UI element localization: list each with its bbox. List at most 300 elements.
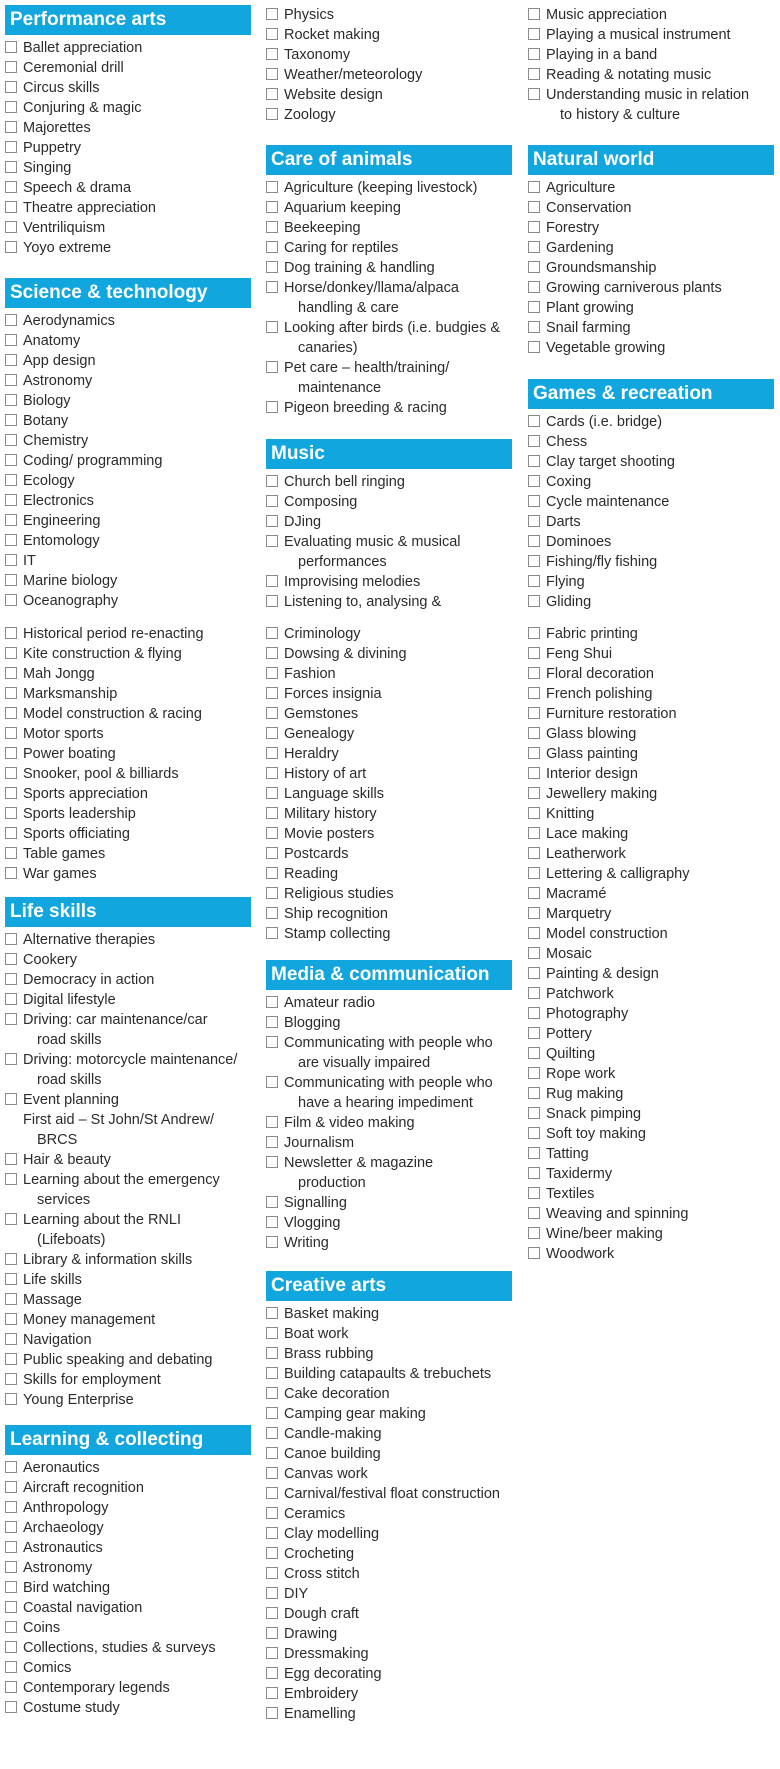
checkbox[interactable]	[528, 575, 540, 587]
checkbox[interactable]	[5, 1273, 17, 1285]
checklist-item[interactable]	[5, 764, 251, 784]
checkbox[interactable]	[266, 108, 278, 120]
checklist-item[interactable]	[266, 1073, 512, 1093]
checkbox[interactable]	[266, 401, 278, 413]
checkbox[interactable]	[5, 687, 17, 699]
checklist-item[interactable]	[528, 452, 774, 472]
checklist-item[interactable]	[5, 1518, 251, 1538]
checkbox[interactable]	[266, 707, 278, 719]
checklist-item[interactable]	[5, 371, 251, 391]
checklist-item[interactable]	[266, 1684, 512, 1704]
checklist-item[interactable]	[5, 411, 251, 431]
checklist-item[interactable]	[5, 1110, 251, 1130]
checkbox[interactable]	[5, 1621, 17, 1633]
checkbox[interactable]	[5, 973, 17, 985]
checkbox[interactable]	[528, 48, 540, 60]
checklist-item[interactable]	[5, 591, 251, 611]
checklist-item[interactable]	[266, 1233, 512, 1253]
checkbox[interactable]	[266, 1116, 278, 1128]
checklist-item[interactable]	[266, 684, 512, 704]
checklist-item[interactable]	[528, 904, 774, 924]
checkbox[interactable]	[5, 374, 17, 386]
checkbox[interactable]	[266, 807, 278, 819]
checkbox[interactable]	[5, 181, 17, 193]
checkbox[interactable]	[266, 181, 278, 193]
checkbox[interactable]	[5, 1681, 17, 1693]
checklist-item[interactable]	[266, 1604, 512, 1624]
checklist-item[interactable]	[528, 318, 774, 338]
checklist-item[interactable]	[528, 412, 774, 432]
checklist-item[interactable]	[5, 1050, 251, 1070]
checklist-item[interactable]	[5, 1330, 251, 1350]
checklist-item[interactable]	[528, 1204, 774, 1224]
checklist-item[interactable]	[5, 624, 251, 644]
checkbox[interactable]	[266, 1407, 278, 1419]
checklist-item[interactable]	[266, 398, 512, 418]
checkbox[interactable]	[528, 1007, 540, 1019]
checklist-item[interactable]	[266, 218, 512, 238]
checklist-item[interactable]	[5, 238, 251, 258]
checklist-item[interactable]	[266, 1444, 512, 1464]
checkbox[interactable]	[528, 221, 540, 233]
checkbox[interactable]	[266, 887, 278, 899]
checkbox[interactable]	[5, 1313, 17, 1325]
checkbox[interactable]	[528, 727, 540, 739]
checklist-item[interactable]	[266, 824, 512, 844]
checkbox[interactable]	[528, 1247, 540, 1259]
checkbox[interactable]	[266, 1156, 278, 1168]
checkbox[interactable]	[266, 1547, 278, 1559]
checklist-item[interactable]	[266, 5, 512, 25]
checklist-item[interactable]	[5, 1478, 251, 1498]
checkbox[interactable]	[5, 574, 17, 586]
checklist-item[interactable]	[266, 1193, 512, 1213]
checklist-item[interactable]	[528, 472, 774, 492]
checkbox[interactable]	[528, 847, 540, 859]
checkbox[interactable]	[5, 1173, 17, 1185]
checkbox[interactable]	[266, 261, 278, 273]
checklist-item[interactable]	[266, 1113, 512, 1133]
checklist-item[interactable]	[5, 1170, 251, 1190]
checkbox[interactable]	[266, 595, 278, 607]
checkbox[interactable]	[5, 241, 17, 253]
checklist-item[interactable]	[266, 744, 512, 764]
checkbox[interactable]	[266, 68, 278, 80]
checkbox[interactable]	[528, 28, 540, 40]
checklist-item[interactable]	[5, 1210, 251, 1230]
checklist-item[interactable]	[5, 78, 251, 98]
checklist-item[interactable]	[528, 198, 774, 218]
checkbox[interactable]	[528, 181, 540, 193]
checklist-item[interactable]	[5, 1598, 251, 1618]
checkbox[interactable]	[266, 241, 278, 253]
checklist-item[interactable]	[5, 1290, 251, 1310]
checklist-item[interactable]	[5, 38, 251, 58]
checklist-item[interactable]	[266, 644, 512, 664]
checkbox[interactable]	[5, 1373, 17, 1385]
checkbox[interactable]	[528, 321, 540, 333]
checkbox[interactable]	[266, 1427, 278, 1439]
checklist-item[interactable]	[5, 1458, 251, 1478]
checkbox[interactable]	[266, 1667, 278, 1679]
checklist-item[interactable]	[528, 764, 774, 784]
checklist-item[interactable]	[266, 532, 512, 552]
checkbox[interactable]	[5, 141, 17, 153]
checkbox[interactable]	[5, 747, 17, 759]
checklist-item[interactable]	[528, 784, 774, 804]
checklist-item[interactable]	[528, 432, 774, 452]
checkbox[interactable]	[266, 827, 278, 839]
checkbox[interactable]	[266, 1016, 278, 1028]
checkbox[interactable]	[528, 787, 540, 799]
checkbox[interactable]	[266, 361, 278, 373]
checkbox[interactable]	[266, 1567, 278, 1579]
checklist-item[interactable]	[5, 930, 251, 950]
checkbox[interactable]	[266, 867, 278, 879]
checkbox[interactable]	[5, 1461, 17, 1473]
checkbox[interactable]	[5, 314, 17, 326]
checkbox[interactable]	[266, 1707, 278, 1719]
checklist-item[interactable]	[5, 311, 251, 331]
checkbox[interactable]	[5, 1701, 17, 1713]
checkbox[interactable]	[266, 1527, 278, 1539]
checklist-item[interactable]	[528, 964, 774, 984]
checkbox[interactable]	[5, 707, 17, 719]
checklist-item[interactable]	[5, 824, 251, 844]
checklist-item[interactable]	[5, 511, 251, 531]
checklist-item[interactable]	[5, 331, 251, 351]
checklist-item[interactable]	[528, 218, 774, 238]
checklist-item[interactable]	[528, 1084, 774, 1104]
checklist-item[interactable]	[528, 1124, 774, 1144]
checklist-item[interactable]	[5, 1310, 251, 1330]
checklist-item[interactable]	[5, 531, 251, 551]
checkbox[interactable]	[5, 1561, 17, 1573]
checklist-item[interactable]	[266, 592, 512, 612]
checklist-item[interactable]	[5, 1678, 251, 1698]
checklist-item[interactable]	[528, 704, 774, 724]
checkbox[interactable]	[266, 201, 278, 213]
checkbox[interactable]	[266, 907, 278, 919]
checkbox[interactable]	[5, 1541, 17, 1553]
checkbox[interactable]	[266, 687, 278, 699]
checkbox[interactable]	[266, 727, 278, 739]
checklist-item[interactable]	[5, 431, 251, 451]
checkbox[interactable]	[528, 747, 540, 759]
checkbox[interactable]	[266, 1327, 278, 1339]
checkbox[interactable]	[266, 1347, 278, 1359]
checklist-item[interactable]	[266, 492, 512, 512]
checkbox[interactable]	[266, 535, 278, 547]
checkbox[interactable]	[5, 647, 17, 659]
checklist-item[interactable]	[5, 784, 251, 804]
checklist-item[interactable]	[5, 950, 251, 970]
checklist-item[interactable]	[528, 492, 774, 512]
checklist-item[interactable]	[266, 1133, 512, 1153]
checklist-item[interactable]	[266, 358, 512, 378]
checkbox[interactable]	[5, 494, 17, 506]
checkbox[interactable]	[266, 1136, 278, 1148]
checklist-item[interactable]	[528, 684, 774, 704]
checkbox[interactable]	[528, 1147, 540, 1159]
checklist-item[interactable]	[5, 551, 251, 571]
checkbox[interactable]	[266, 927, 278, 939]
checkbox[interactable]	[5, 1093, 17, 1105]
checklist-item[interactable]	[5, 491, 251, 511]
checklist-item[interactable]	[528, 338, 774, 358]
checklist-item[interactable]	[5, 178, 251, 198]
checkbox[interactable]	[5, 121, 17, 133]
checkbox[interactable]	[5, 1393, 17, 1405]
checklist-item[interactable]	[5, 1698, 251, 1718]
checkbox[interactable]	[528, 1107, 540, 1119]
checklist-item[interactable]	[528, 552, 774, 572]
checkbox[interactable]	[5, 787, 17, 799]
checklist-item[interactable]	[5, 98, 251, 118]
checklist-item[interactable]	[266, 764, 512, 784]
checklist-item[interactable]	[266, 1344, 512, 1364]
checklist-item[interactable]	[266, 1153, 512, 1173]
checklist-item[interactable]	[528, 1024, 774, 1044]
checklist-item[interactable]	[528, 644, 774, 664]
checkbox[interactable]	[266, 48, 278, 60]
checkbox[interactable]	[5, 101, 17, 113]
checkbox[interactable]	[266, 1487, 278, 1499]
checkbox[interactable]	[266, 1367, 278, 1379]
checklist-item[interactable]	[5, 218, 251, 238]
checkbox[interactable]	[528, 535, 540, 547]
checklist-item[interactable]	[528, 25, 774, 45]
checklist-item[interactable]	[266, 1504, 512, 1524]
checklist-item[interactable]	[266, 704, 512, 724]
checklist-item[interactable]	[5, 1090, 251, 1110]
checklist-item[interactable]	[266, 1624, 512, 1644]
checklist-item[interactable]	[266, 1213, 512, 1233]
checkbox[interactable]	[528, 1027, 540, 1039]
checklist-item[interactable]	[5, 664, 251, 684]
checkbox[interactable]	[5, 41, 17, 53]
checkbox[interactable]	[5, 1581, 17, 1593]
checkbox[interactable]	[5, 514, 17, 526]
checkbox[interactable]	[266, 1076, 278, 1088]
checkbox[interactable]	[528, 595, 540, 607]
checklist-item[interactable]	[266, 884, 512, 904]
checklist-item[interactable]	[266, 318, 512, 338]
checkbox[interactable]	[266, 28, 278, 40]
checkbox[interactable]	[5, 1641, 17, 1653]
checklist-item[interactable]	[5, 471, 251, 491]
checklist-item[interactable]	[5, 804, 251, 824]
checklist-item[interactable]	[528, 65, 774, 85]
checkbox[interactable]	[528, 767, 540, 779]
checklist-item[interactable]	[528, 85, 774, 105]
checklist-item[interactable]	[528, 298, 774, 318]
checklist-item[interactable]	[5, 58, 251, 78]
checklist-item[interactable]	[5, 704, 251, 724]
checklist-item[interactable]	[266, 1033, 512, 1053]
checkbox[interactable]	[5, 1601, 17, 1613]
checklist-item[interactable]	[5, 1558, 251, 1578]
checklist-item[interactable]	[528, 984, 774, 1004]
checklist-item[interactable]	[5, 864, 251, 884]
checkbox[interactable]	[266, 1236, 278, 1248]
checklist-item[interactable]	[266, 1464, 512, 1484]
checkbox[interactable]	[5, 474, 17, 486]
checkbox[interactable]	[528, 281, 540, 293]
checklist-item[interactable]	[528, 824, 774, 844]
checkbox[interactable]	[266, 747, 278, 759]
checkbox[interactable]	[5, 1293, 17, 1305]
checkbox[interactable]	[528, 827, 540, 839]
checkbox[interactable]	[5, 334, 17, 346]
checklist-item[interactable]	[266, 724, 512, 744]
checklist-item[interactable]	[528, 744, 774, 764]
checkbox[interactable]	[528, 1207, 540, 1219]
checklist-item[interactable]	[266, 784, 512, 804]
checklist-item[interactable]	[528, 1164, 774, 1184]
checkbox[interactable]	[5, 953, 17, 965]
checkbox[interactable]	[5, 534, 17, 546]
checkbox[interactable]	[5, 993, 17, 1005]
checkbox[interactable]	[266, 1447, 278, 1459]
checkbox[interactable]	[528, 495, 540, 507]
checklist-item[interactable]	[5, 1618, 251, 1638]
checklist-item[interactable]	[528, 1104, 774, 1124]
checklist-item[interactable]	[266, 1364, 512, 1384]
checklist-item[interactable]	[528, 724, 774, 744]
checklist-item[interactable]	[266, 844, 512, 864]
checkbox[interactable]	[266, 1387, 278, 1399]
checkbox[interactable]	[528, 1227, 540, 1239]
checklist-item[interactable]	[266, 472, 512, 492]
checkbox[interactable]	[528, 515, 540, 527]
checklist-item[interactable]	[5, 724, 251, 744]
checklist-item[interactable]	[5, 1010, 251, 1030]
checkbox[interactable]	[5, 414, 17, 426]
checklist-item[interactable]	[266, 1384, 512, 1404]
checkbox[interactable]	[5, 554, 17, 566]
checkbox[interactable]	[266, 88, 278, 100]
checkbox[interactable]	[528, 435, 540, 447]
checkbox[interactable]	[266, 475, 278, 487]
checklist-item[interactable]	[5, 990, 251, 1010]
checkbox[interactable]	[5, 1053, 17, 1065]
checklist-item[interactable]	[528, 592, 774, 612]
checkbox[interactable]	[266, 495, 278, 507]
checklist-item[interactable]	[528, 884, 774, 904]
checkbox[interactable]	[528, 647, 540, 659]
checklist-item[interactable]	[5, 1578, 251, 1598]
checklist-item[interactable]	[528, 1224, 774, 1244]
checkbox[interactable]	[266, 667, 278, 679]
checkbox[interactable]	[528, 475, 540, 487]
checklist-item[interactable]	[5, 158, 251, 178]
checkbox[interactable]	[528, 947, 540, 959]
checklist-item[interactable]	[266, 624, 512, 644]
checkbox[interactable]	[266, 1307, 278, 1319]
checklist-item[interactable]	[5, 1150, 251, 1170]
checkbox[interactable]	[266, 647, 278, 659]
checkbox[interactable]	[5, 201, 17, 213]
checkbox[interactable]	[266, 767, 278, 779]
checklist-item[interactable]	[266, 1564, 512, 1584]
checklist-item[interactable]	[528, 1244, 774, 1264]
checklist-item[interactable]	[528, 238, 774, 258]
checklist-item[interactable]	[266, 178, 512, 198]
checkbox[interactable]	[5, 1521, 17, 1533]
checkbox[interactable]	[5, 1013, 17, 1025]
checklist-item[interactable]	[266, 65, 512, 85]
checkbox[interactable]	[5, 847, 17, 859]
checklist-item[interactable]	[528, 924, 774, 944]
checklist-item[interactable]	[5, 1250, 251, 1270]
checkbox[interactable]	[5, 221, 17, 233]
checklist-item[interactable]	[266, 864, 512, 884]
checklist-item[interactable]	[266, 804, 512, 824]
checkbox[interactable]	[5, 1333, 17, 1345]
checkbox[interactable]	[266, 1507, 278, 1519]
checkbox[interactable]	[266, 515, 278, 527]
checkbox[interactable]	[528, 687, 540, 699]
checklist-item[interactable]	[266, 1013, 512, 1033]
checklist-item[interactable]	[5, 684, 251, 704]
checklist-item[interactable]	[5, 1350, 251, 1370]
checkbox[interactable]	[528, 887, 540, 899]
checklist-item[interactable]	[266, 1584, 512, 1604]
checklist-item[interactable]	[5, 351, 251, 371]
checklist-item[interactable]	[5, 1658, 251, 1678]
checklist-item[interactable]	[5, 970, 251, 990]
checkbox[interactable]	[5, 767, 17, 779]
checkbox[interactable]	[5, 434, 17, 446]
checklist-item[interactable]	[528, 45, 774, 65]
checklist-item[interactable]	[5, 1370, 251, 1390]
checkbox[interactable]	[5, 81, 17, 93]
checkbox[interactable]	[5, 1481, 17, 1493]
checkbox[interactable]	[528, 1127, 540, 1139]
checkbox[interactable]	[5, 627, 17, 639]
checkbox[interactable]	[266, 1587, 278, 1599]
checklist-item[interactable]	[528, 624, 774, 644]
checkbox[interactable]	[266, 8, 278, 20]
checklist-item[interactable]	[5, 451, 251, 471]
checkbox[interactable]	[528, 241, 540, 253]
checkbox[interactable]	[528, 555, 540, 567]
checkbox[interactable]	[266, 1196, 278, 1208]
checkbox[interactable]	[5, 1153, 17, 1165]
checkbox[interactable]	[528, 88, 540, 100]
checklist-item[interactable]	[266, 664, 512, 684]
checkbox[interactable]	[5, 394, 17, 406]
checkbox[interactable]	[266, 996, 278, 1008]
checklist-item[interactable]	[5, 198, 251, 218]
checklist-item[interactable]	[266, 1704, 512, 1724]
checklist-item[interactable]	[266, 1484, 512, 1504]
checklist-item[interactable]	[266, 258, 512, 278]
checkbox[interactable]	[528, 261, 540, 273]
checklist-item[interactable]	[266, 1424, 512, 1444]
checkbox[interactable]	[266, 575, 278, 587]
checklist-item[interactable]	[528, 512, 774, 532]
checklist-item[interactable]	[5, 138, 251, 158]
checklist-item[interactable]	[528, 178, 774, 198]
checklist-item[interactable]	[5, 1538, 251, 1558]
checkbox[interactable]	[5, 727, 17, 739]
checklist-item[interactable]	[266, 993, 512, 1013]
checkbox[interactable]	[266, 1627, 278, 1639]
checkbox[interactable]	[5, 1501, 17, 1513]
checklist-item[interactable]	[266, 1324, 512, 1344]
